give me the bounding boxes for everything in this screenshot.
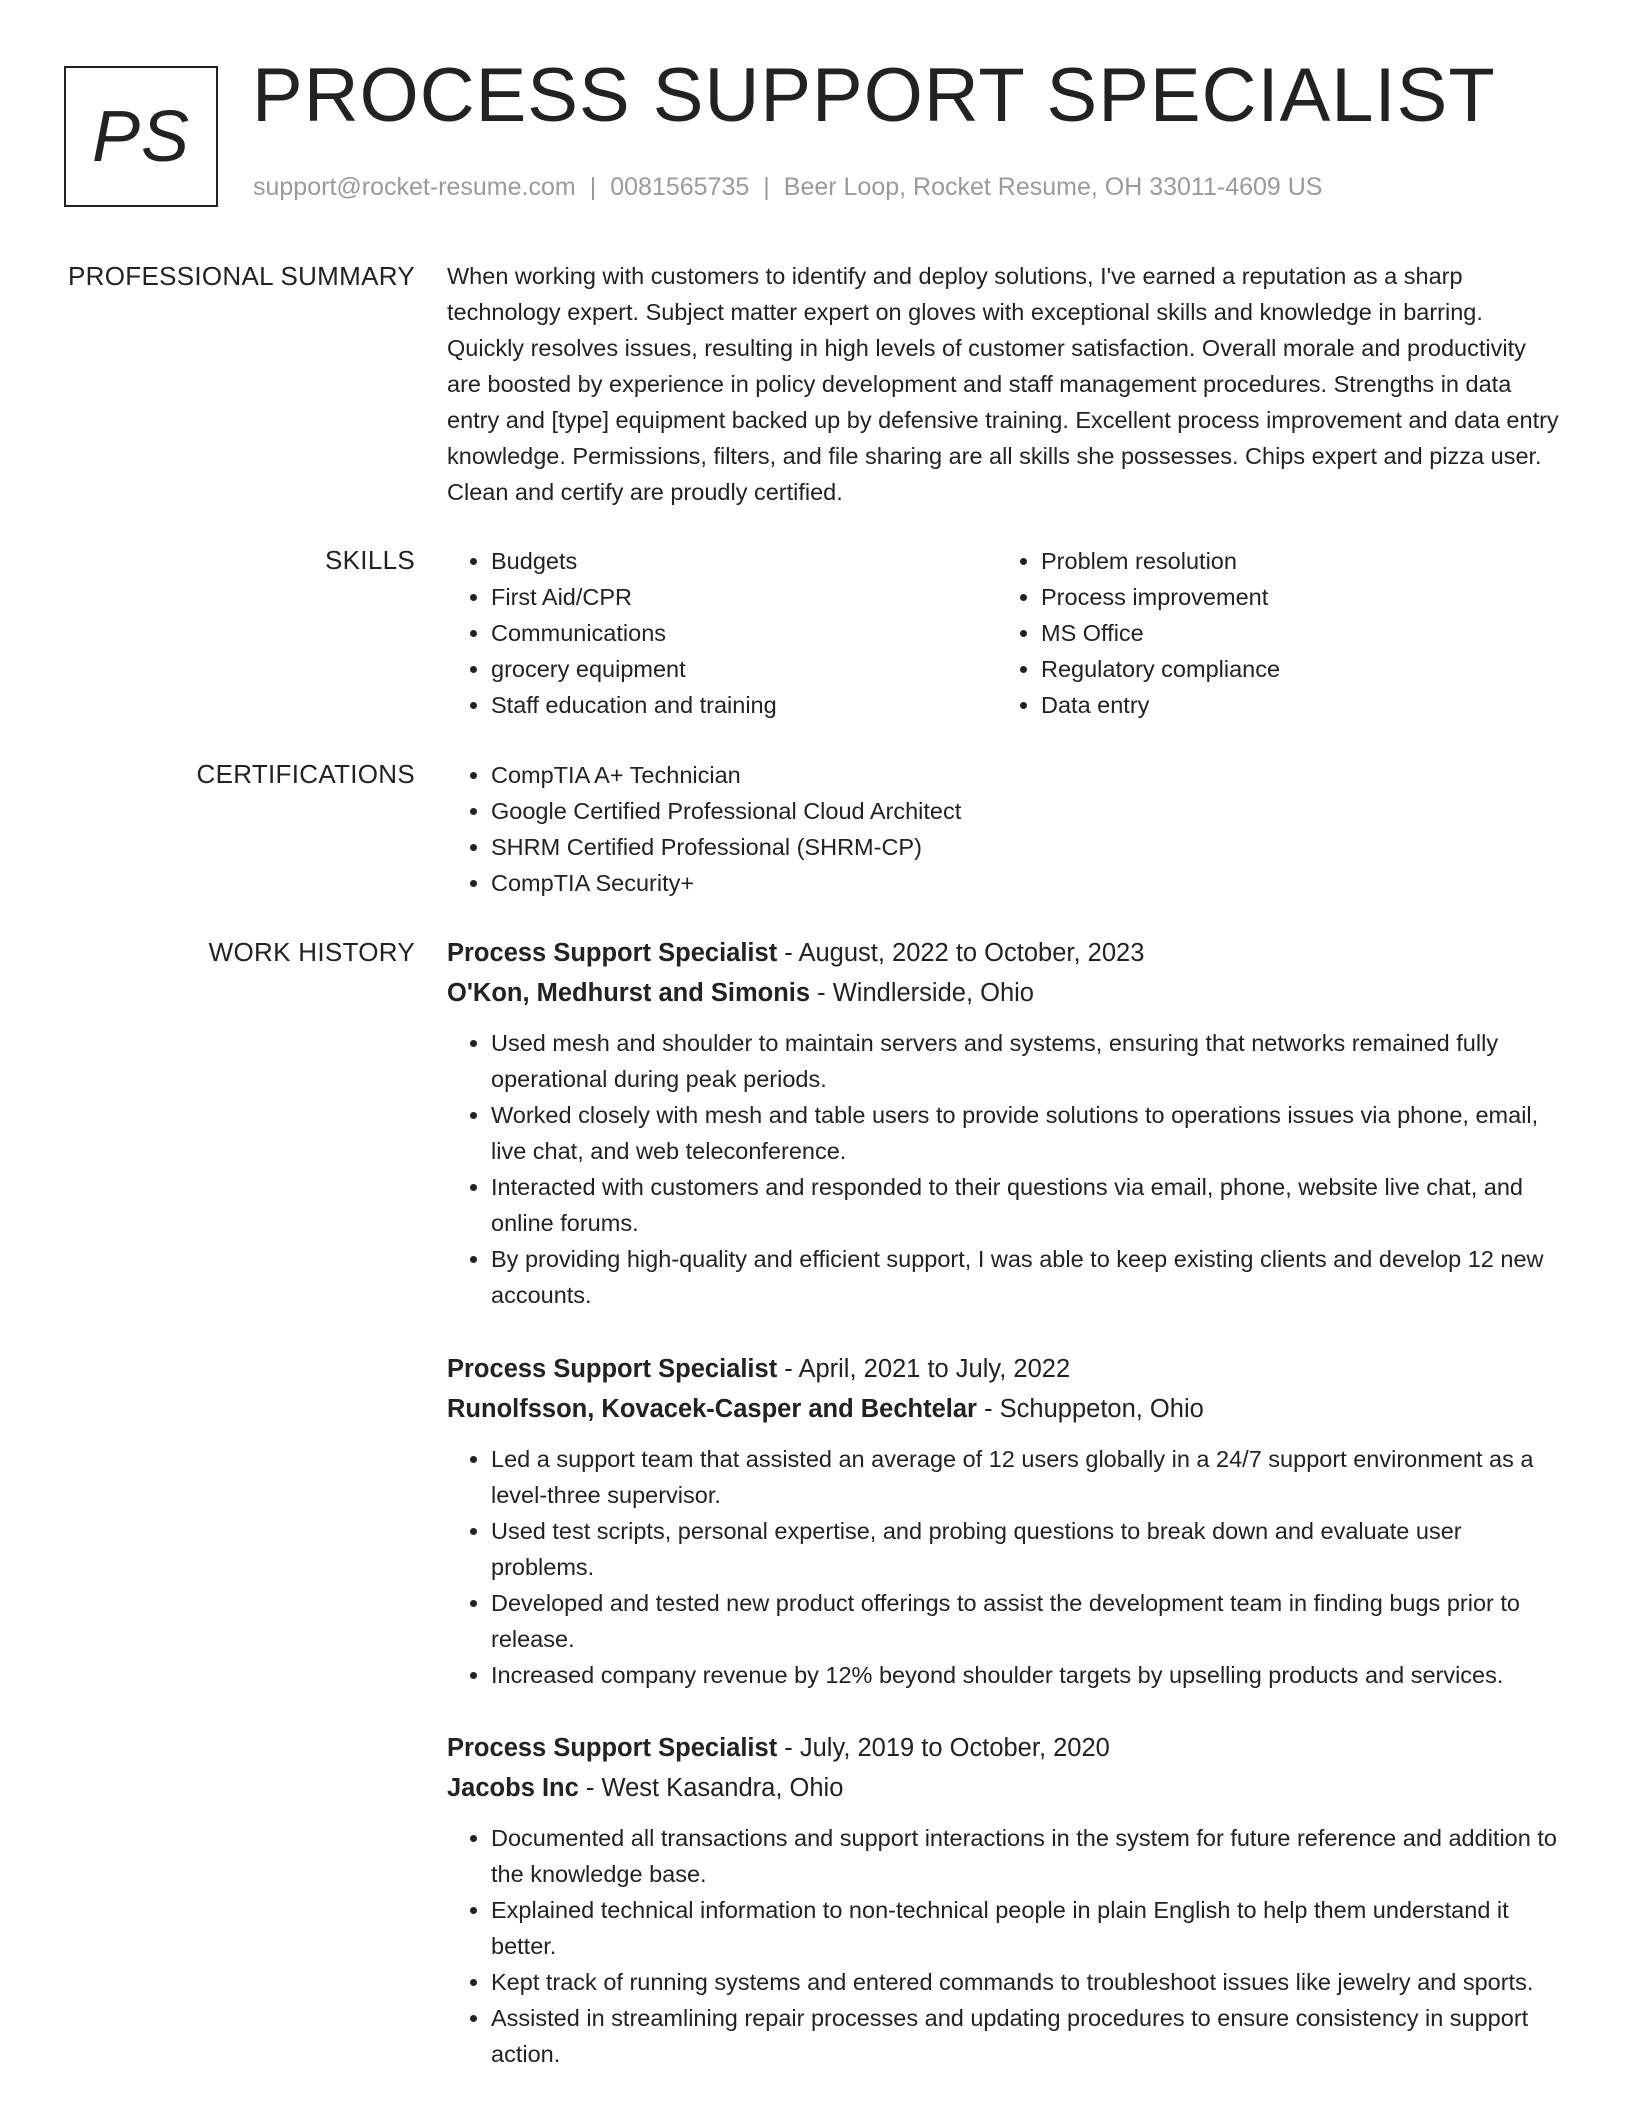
job-bullets — [447, 1025, 1562, 1313]
job-role: Process Support Specialist — [447, 1734, 778, 1762]
certifications-heading: CERTIFICATIONS — [196, 759, 415, 789]
skill-item: • Budgets — [491, 543, 997, 579]
job-dates: - April, 2021 to July, 2022 — [777, 1355, 1071, 1383]
resume-title: PROCESS SUPPORT SPECIALIST — [252, 53, 1496, 138]
skill-item: • Communications — [491, 615, 997, 651]
job-company: Jacobs Inc — [447, 1774, 579, 1802]
job-dates: - July, 2019 to October, 2020 — [777, 1734, 1110, 1762]
job-bullet: • Explained technical information to non-technical people in plain English to help them understand it better. — [491, 1892, 1562, 1964]
job-role: Process Support Specialist — [447, 1355, 778, 1383]
job-company-line — [447, 1389, 1562, 1429]
job-company-line — [447, 973, 1562, 1013]
job-bullet: • Interacted with customers and responded to their questions via email, phone, website live chat, and online forums. — [491, 1169, 1562, 1241]
contact-separator: | — [763, 173, 770, 201]
monogram-initials: PS — [91, 96, 191, 177]
job-location: - Windlerside, Ohio — [810, 979, 1034, 1007]
job-bullet: • Led a support team that assisted an average of 12 users globally in a 24/7 support environment as a level-three supervisor. — [491, 1441, 1562, 1513]
job-bullet: • Used test scripts, personal expertise, and probing questions to break down and evaluate user problems. — [491, 1513, 1562, 1585]
contact-phone: 0081565735 — [610, 173, 750, 201]
certification-item: • CompTIA Security+ — [491, 865, 1562, 901]
job-bullet: • Assisted in streamlining repair processes and updating procedures to ensure consistency in support action. — [491, 2000, 1562, 2072]
contact-email: support@rocket-resume.com — [253, 173, 576, 201]
job-role: Process Support Specialist — [447, 939, 778, 967]
job-entry — [447, 933, 1562, 1313]
contact-line — [253, 175, 1323, 200]
certification-item: • Google Certified Professional Cloud Architect — [491, 793, 1562, 829]
job-bullet: • Worked closely with mesh and table users to provide solutions to operations issues via phone, email, live chat, and web teleconference. — [491, 1097, 1562, 1169]
skill-item: • grocery equipment — [491, 651, 997, 687]
job-entry — [447, 1349, 1562, 1693]
skills-list-left — [447, 543, 997, 723]
job-entry — [447, 1728, 1562, 2072]
skill-item: • Problem resolution — [1041, 543, 1547, 579]
skills-list-right — [997, 543, 1547, 723]
summary-section — [447, 258, 1562, 510]
certification-item: • SHRM Certified Professional (SHRM-CP) — [491, 829, 1562, 865]
skill-item: • Data entry — [1041, 687, 1547, 723]
job-bullet: • Documented all transactions and support interactions in the system for future reference and addition to the knowledge base. — [491, 1820, 1562, 1892]
job-bullet: • Developed and tested new product offerings to assist the development team in finding bugs prior to release. — [491, 1585, 1562, 1657]
job-company-line — [447, 1768, 1562, 1808]
skill-item: • Staff education and training — [491, 687, 997, 723]
job-location: - Schuppeton, Ohio — [976, 1395, 1204, 1423]
job-bullet: • Increased company revenue by 12% beyond shoulder targets by upselling products and services. — [491, 1657, 1562, 1693]
job-bullet: • By providing high-quality and efficient support, I was able to keep existing clients and develop 12 new accounts. — [491, 1241, 1562, 1313]
certifications-section — [447, 757, 1562, 901]
summary-heading: PROFESSIONAL SUMMARY — [68, 261, 415, 291]
skill-item: • MS Office — [1041, 615, 1547, 651]
job-bullets — [447, 1820, 1562, 2072]
contact-separator: | — [589, 173, 597, 201]
work-history-heading: WORK HISTORY — [208, 937, 415, 967]
job-company: Runolfsson, Kovacek-Casper and Bechtelar — [447, 1395, 977, 1423]
job-dates: - August, 2022 to October, 2023 — [777, 939, 1145, 967]
job-role-line — [447, 1728, 1562, 1768]
skill-item: • First Aid/CPR — [491, 579, 997, 615]
certifications-list — [447, 757, 1562, 901]
skills-section — [447, 543, 1562, 723]
job-company: O'Kon, Medhurst and Simonis — [447, 979, 811, 1007]
certification-item: • CompTIA A+ Technician — [491, 757, 1562, 793]
job-role-line — [447, 933, 1562, 973]
skill-item: • Process improvement — [1041, 579, 1547, 615]
job-bullet: • Kept track of running systems and entered commands to troubleshoot issues like jewelry and sports. — [491, 1964, 1562, 2000]
job-bullet: • Used mesh and shoulder to maintain servers and systems, ensuring that networks remained fully operational during peak periods. — [491, 1025, 1562, 1097]
job-bullets — [447, 1441, 1562, 1693]
skills-heading: SKILLS — [325, 545, 415, 575]
summary-text: When working with customers to identify and deploy solutions, I've earned a reputation as a sharp technology expert. Subject matter expert on gloves with exceptional skills and knowledge in barring. Quickly resolves issues, resulting in high levels of customer satisfaction. Overall morale and productivity are boosted by experience in policy development and staff management procedures. Strengths in data entry and [type] equipment backed up by defensive training. Excellent process improvement and data entry knowledge. Permissions, filters, and file sharing are all skills she possesses. Chips expert and pizza user. Clean and certify are proudly certified. — [447, 263, 1559, 505]
skill-item: • Regulatory compliance — [1041, 651, 1547, 687]
job-role-line — [447, 1349, 1562, 1389]
monogram-badge — [64, 66, 218, 207]
contact-address: Beer Loop, Rocket Resume, OH 33011-4609 US — [783, 173, 1323, 201]
job-location: - West Kasandra, Ohio — [578, 1774, 844, 1802]
